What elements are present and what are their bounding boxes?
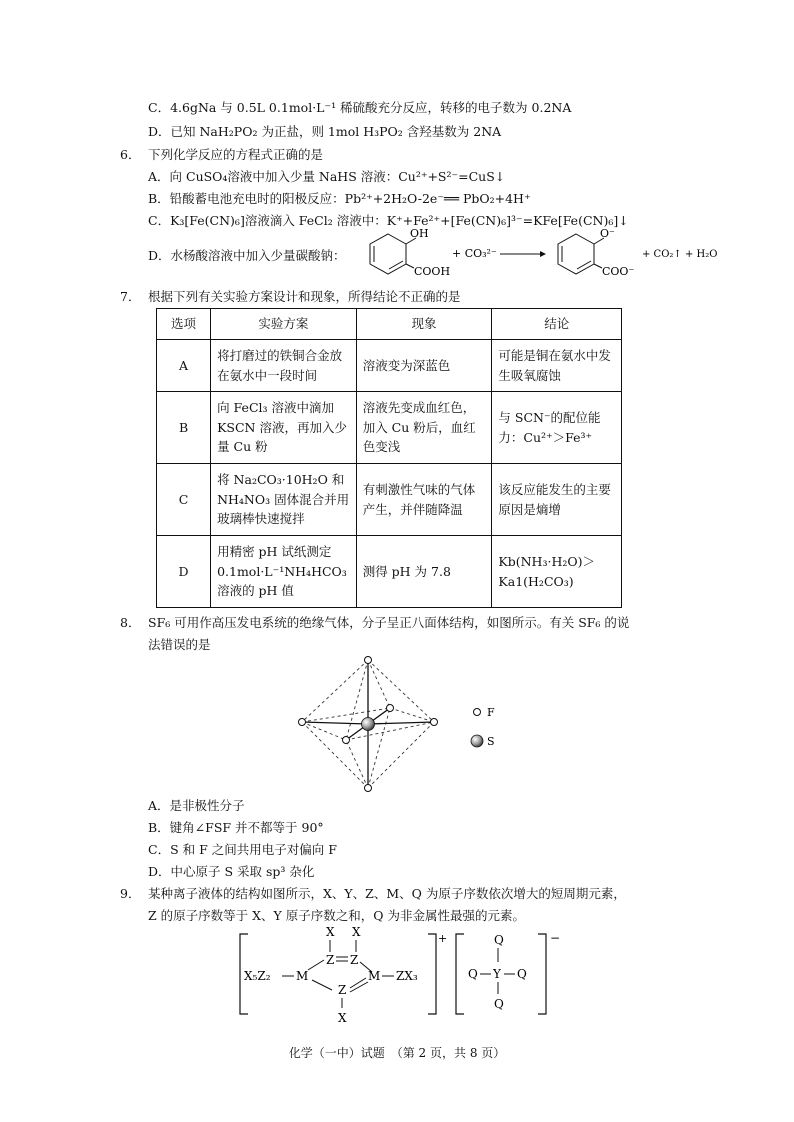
x-atom-bottom: X [338,1011,347,1025]
row-option: B [157,392,211,464]
header-conclusion: 结论 [492,309,622,340]
q5-option-c: C．4.6gNa 与 0.5L 0.1mol·L⁻¹ 稀硫酸充分反应，转移的电子数为 0.2NA [148,100,572,115]
products-label: + CO₂↑ + H₂O [642,249,718,260]
row-option: C [157,464,211,536]
q6-option-a: A．向 CuSO₄溶液中加入少量 NaHS 溶液：Cu²⁺+S²⁻=CuS↓ [148,169,506,184]
q6-number: 6． [120,147,141,162]
q8-stem-line1: SF₆ 可用作高压发电系统的绝缘气体，分子呈正八面体结构，如图所示。有关 SF₆ 的说 [148,615,630,630]
q8-option-a: A．是非极性分子 [148,798,245,813]
anion-charge: − [550,931,561,945]
z-atom-top-right: Z [350,953,359,967]
q8-option-d: D．中心原子 S 采取 sp³ 杂化 [148,864,315,879]
q-atom-bottom: Q [494,997,504,1011]
x5z2-group: X₅Z₂ [244,969,271,983]
x-atom-top-right: X [352,925,361,939]
q-atom-left: Q [468,967,478,981]
row-phenomenon: 溶液变为深蓝色 [356,340,492,392]
q6-reaction-diagram [360,224,718,280]
z-atom-bottom: Z [338,983,347,997]
q9-stem-line1: 某种离子液体的结构如图所示，X、Y、Z、M、Q 为原子序数依次增大的短周期元素， [148,886,626,901]
row-phenomenon: 溶液先变成血红色，加入 Cu 粉后，血红色变浅 [356,392,492,464]
row-phenomenon: 有刺激性气味的气体产生，并伴随降温 [356,464,492,536]
f-atom-top [365,657,372,664]
legend-f-label: F [487,706,495,719]
row-plan: 向 FeCl₃ 溶液中滴加 KSCN 溶液，再加入少量 Cu 粉 [211,392,357,464]
s-atom [362,718,375,731]
x-atom-top-left: X [326,925,335,939]
cooh-label: COOH [414,265,451,278]
row-conclusion: 可能是铜在氨水中发生吸氧腐蚀 [492,340,622,392]
q-atom-top: Q [494,933,504,947]
o-minus-label: O⁻ [600,227,615,240]
oh-label: OH [410,227,429,240]
header-plan: 实验方案 [211,309,357,340]
row-option: A [157,340,211,392]
table-row [157,340,622,392]
table-row [157,464,622,536]
q7-number: 7． [120,289,141,304]
experiment-table [156,308,622,608]
m-atom-left: M [296,969,309,983]
q6-option-d: D．水杨酸溶液中加入少量碳酸钠： [148,248,346,263]
f-atom-back [387,705,394,712]
cation-charge: + [438,932,448,945]
sf6-octahedron-diagram [290,652,530,802]
m-atom-right: M [368,969,381,983]
y-atom: Y [493,967,501,981]
q8-stem-line2: 法错误的是 [148,637,211,652]
header-phenomenon: 现象 [356,309,492,340]
row-plan: 将 Na₂CO₃·10H₂O 和 NH₄NO₃ 固体混合并用玻璃棒快速搅拌 [211,464,357,536]
coo-minus-label: COO⁻ [602,265,635,278]
q8-number: 8． [120,615,141,630]
row-phenomenon: 测得 pH 为 7.8 [356,536,492,608]
legend-f-icon [474,709,481,716]
header-option: 选项 [157,309,211,340]
row-conclusion: 该反应能发生的主要原因是熵增 [492,464,622,536]
row-plan: 用精密 pH 试纸测定 0.1mol·L⁻¹NH₄HCO₃ 溶液的 pH 值 [211,536,357,608]
q6-stem: 下列化学反应的方程式正确的是 [148,147,324,162]
row-plan: 将打磨过的铁铜合金放在氨水中一段时间 [211,340,357,392]
q6-option-b: B．铅酸蓄电池充电时的阳极反应：Pb²⁺+2H₂O-2e⁻══ PbO₂+4H⁺ [148,191,531,206]
table-row [157,536,622,608]
f-atom-front [343,737,350,744]
q8-option-c: C．S 和 F 之间共用电子对偏向 F [148,842,337,857]
carbonate-label: + CO₃²⁻ [452,247,497,260]
row-conclusion: 与 SCN⁻的配位能力：Cu²⁺＞Fe³⁺ [492,392,622,464]
z-atom-top-left: Z [326,953,335,967]
f-atom-left [299,719,306,726]
ionic-liquid-structure [232,922,572,1026]
zx3-group: ZX₃ [396,969,418,983]
table-header-row [157,309,622,340]
q9-stem-line2: Z 的原子序数等于 X、Y 原子序数之和，Q 为非金属性最强的元素。 [148,908,525,923]
f-atom-bottom [365,785,372,792]
q7-stem: 根据下列有关实验方案设计和现象，所得结论不正确的是 [148,289,461,304]
table-row [157,392,622,464]
row-conclusion: Kb(NH₃·H₂O)＞Ka1(H₂CO₃) [492,536,622,608]
legend-s-icon [471,735,483,747]
q8-option-b: B．键角∠FSF 并不都等于 90° [148,820,324,835]
q5-option-d: D．已知 NaH₂PO₂ 为正盐，则 1mol H₃PO₂ 含羟基数为 2NA [148,124,502,139]
legend-s-label: S [487,735,495,748]
page-footer: 化学（一中）试题 （第 2 页，共 8 页） [288,1046,506,1060]
q6-option-c: C．K₃[Fe(CN)₆]溶液滴入 FeCl₂ 溶液中：K⁺+Fe²⁺+[Fe(CN)₆]³⁻=KFe[Fe(CN)₆]↓ [148,213,629,228]
f-atom-right [431,719,438,726]
row-option: D [157,536,211,608]
q-atom-right: Q [517,967,527,981]
q9-number: 9． [120,886,141,901]
